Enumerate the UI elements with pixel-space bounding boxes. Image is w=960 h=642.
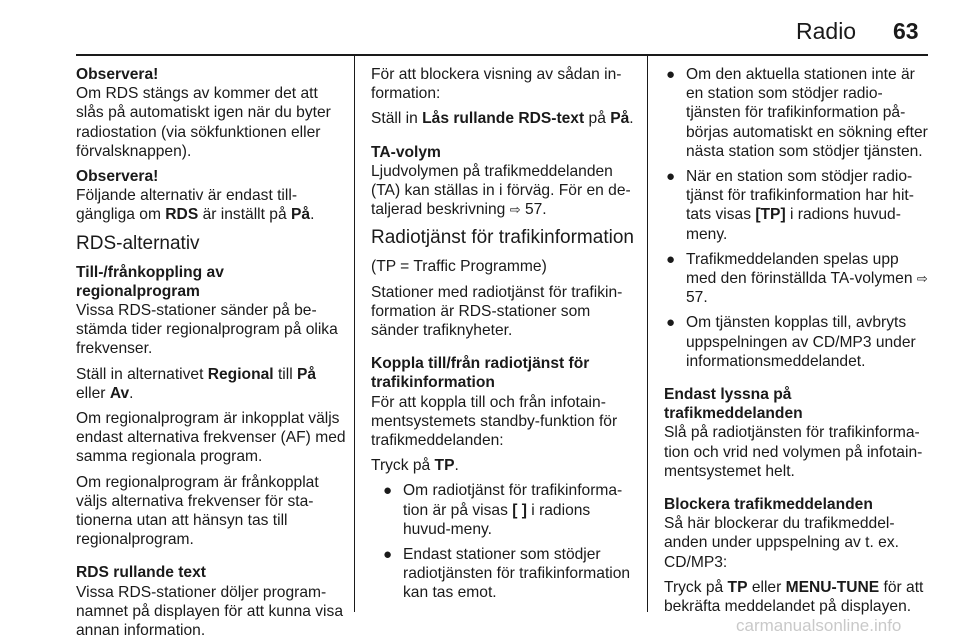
column-2 <box>371 65 641 609</box>
bullet-icon: ● <box>666 250 676 268</box>
column-divider-1 <box>354 56 355 612</box>
paragraph-text: till <box>273 365 297 383</box>
list-item-text: Om radiotjänst för trafikinforma-tion är på visas <box>403 482 623 519</box>
section-heading: Radiotjänst för trafikinformation <box>371 227 634 249</box>
paragraph-text: Tryck på <box>664 578 728 596</box>
list-item-text: i radions huvud-meny. <box>403 501 591 538</box>
paragraph-text: Vissa RDS-stationer sänder på be-stämda tider regionalprogram på olika frekvenser. <box>76 302 338 358</box>
paragraph <box>76 365 346 403</box>
paragraph <box>371 143 641 220</box>
paragraph-text: Ljudvolymen på trafikmeddelanden (TA) kan ställas in i förväg. För en de-taljerad beskrivning <box>371 162 631 219</box>
subheading: RDS rullande text <box>76 564 206 582</box>
section-title: Radio <box>796 18 857 44</box>
bold-term: Regional <box>207 365 274 383</box>
bold-term: Av <box>109 384 130 402</box>
page-header <box>0 8 960 48</box>
paragraph-text: . <box>542 201 547 219</box>
column-divider-2 <box>647 56 648 612</box>
paragraph: Om regionalprogram är frånkopplat väljs alternativa frekvenser för sta-tionerna utan att hänsyn tas till regionalprogram. <box>76 473 319 549</box>
bold-term: TP <box>727 578 748 596</box>
list-item-text: Om den aktuella stationen inte är en station som stödjer radio-tjänsten för trafikinformation på-börjas automatiskt en sökning efter nästa station som stödjer tjänsten. <box>686 66 928 160</box>
note-1-heading: Observera! <box>76 66 159 83</box>
list-item <box>381 481 641 539</box>
note-1-text: Om RDS stängs av kommer det att slås på automatiskt igen när du byter radiostation (via sökfunktionen eller förvalsknappen). <box>76 85 331 160</box>
list-item <box>381 545 641 603</box>
page-reference[interactable]: 57 <box>524 201 543 219</box>
bullet-icon: ● <box>383 546 393 564</box>
paragraph-text: för att bekräfta meddelandet på displayen. <box>664 578 924 616</box>
watermark: carmanualsonline.info <box>736 616 902 635</box>
paragraph-text: eller <box>747 578 786 596</box>
bold-term: TP <box>434 457 455 475</box>
reference-arrow-icon: ⇨ <box>509 202 521 218</box>
note-1 <box>76 65 346 161</box>
paragraph <box>76 563 346 640</box>
paragraph-text: Så här blockerar du trafikmeddel-anden under uppspelning av t. ex. CD/MP3: <box>664 515 899 571</box>
subheading: Till-/frånkoppling av regionalprogram <box>76 263 224 300</box>
subheading: TA-volym <box>371 143 441 161</box>
paragraph: För att blockera visning av sådan in-formation: <box>371 66 622 103</box>
list-item <box>664 65 930 161</box>
paragraph <box>371 109 641 128</box>
page-number: 63 <box>893 18 919 44</box>
bullet-list <box>381 481 641 602</box>
bullet-list <box>664 65 930 371</box>
list-item <box>664 313 930 371</box>
bold-term: På <box>610 110 630 128</box>
bold-term: På <box>297 365 317 383</box>
bold-term: [TP] <box>755 206 786 224</box>
note-2-text: är inställt på <box>198 206 291 224</box>
list-item-text: . <box>703 289 708 307</box>
note-2-bold: På <box>290 206 311 224</box>
list-item-text: När en station som stödjer radio-tjänst för trafikinformation har hit-tats visas <box>686 168 914 224</box>
paragraph <box>76 263 346 359</box>
paragraph: Stationer med radiotjänst för trafikin-formation är RDS-stationer som sänder trafiknyheter. <box>371 283 623 340</box>
paragraph <box>371 354 641 450</box>
subheading: Koppla till/från radiotjänst för trafikinformation <box>371 355 590 392</box>
column-3 <box>664 65 930 622</box>
paragraph <box>664 495 930 572</box>
bullet-icon: ● <box>666 66 676 83</box>
note-2-text: Följande alternativ är endast till-gängliga om <box>76 187 298 224</box>
paragraph-text: Slå på radiotjänsten för trafikinforma-tion och vrid ned volymen på infotain-mentsystemet helt. <box>664 424 923 480</box>
list-item <box>664 167 930 244</box>
bullet-icon: ● <box>666 168 676 186</box>
bold-term: MENU-TUNE <box>785 578 880 596</box>
list-item-text: Om tjänsten kopplas till, avbryts uppspelningen av CD/MP3 under informationsmeddelandet. <box>686 314 916 370</box>
paragraph-text: För att koppla till och från infotain-mentsystemets standby-funktion för trafikmeddelanden: <box>371 393 618 450</box>
paragraph-text: . <box>629 110 634 128</box>
paragraph-text: Ställ in alternativet <box>76 365 208 383</box>
bullet-icon: ● <box>666 314 676 332</box>
reference-arrow-icon: ⇨ <box>916 271 928 287</box>
list-item-text: i radions huvud-meny. <box>686 206 901 243</box>
subheading: Endast lyssna på trafikmeddelanden <box>664 386 803 423</box>
list-item-text: Trafikmeddelanden spelas upp med den förinställda TA-volymen <box>686 250 917 288</box>
paragraph-text: Tryck på <box>371 457 435 475</box>
section-heading: RDS-alternativ <box>76 232 200 254</box>
paragraph <box>371 456 641 475</box>
paragraph-text: Ställ in <box>371 110 423 128</box>
paragraph-text: . <box>454 457 459 475</box>
note-2 <box>76 167 346 225</box>
note-2-bold: RDS <box>165 206 199 224</box>
paragraph <box>664 578 930 616</box>
paragraph-text: eller <box>76 384 110 402</box>
paragraph-text: på <box>584 110 611 128</box>
paragraph: (TP = Traffic Programme) <box>371 258 547 276</box>
list-item <box>664 250 930 308</box>
note-2-text: . <box>310 206 315 224</box>
paragraph: Om regionalprogram är inkopplat väljs endast alternativa frekvenser (AF) med samma regionala program. <box>76 410 346 466</box>
bold-term: Lås rullande RDS-text <box>422 110 585 128</box>
paragraph-text: Vissa RDS-stationer döljer program-namnet på displayen för att kunna visa annan information. <box>76 583 343 640</box>
subheading: Blockera trafikmeddelanden <box>664 496 873 514</box>
page-reference[interactable]: 57 <box>686 289 704 307</box>
note-2-heading: Observera! <box>76 168 159 186</box>
paragraph <box>664 385 930 481</box>
bold-term: [ ] <box>512 501 527 519</box>
list-item-text: Endast stationer som stödjer radiotjänsten för trafikinformation kan tas emot. <box>403 546 631 602</box>
header-rule <box>76 54 928 56</box>
bullet-icon: ● <box>383 482 393 500</box>
column-1 <box>76 65 346 642</box>
paragraph-text: . <box>129 384 134 402</box>
